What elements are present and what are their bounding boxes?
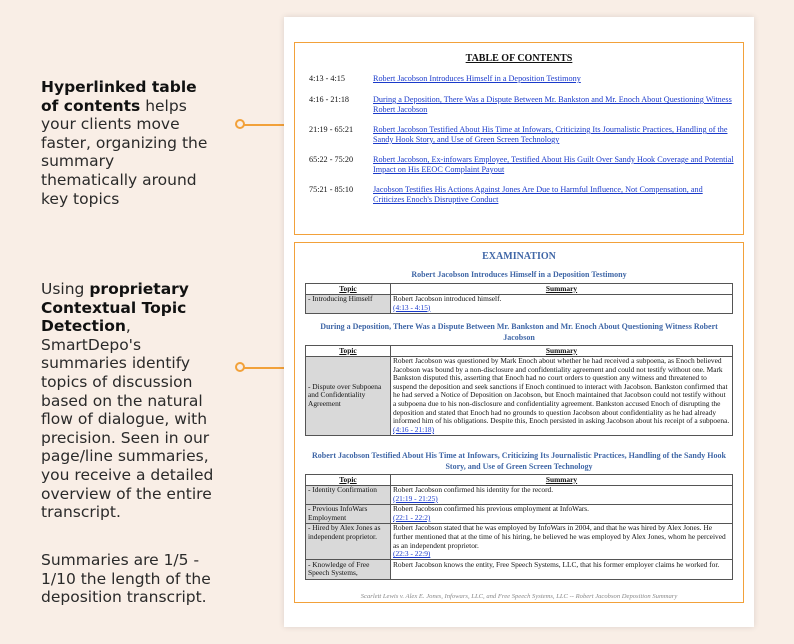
table-row — [306, 504, 733, 523]
table-row — [306, 356, 733, 435]
toc-entry-range: 4:16 - 21:18 — [309, 95, 350, 104]
toc-title: TABLE OF CONTENTS — [465, 53, 573, 64]
page-line-link[interactable]: (22:1 - 22:2) — [393, 512, 431, 522]
topic-callout-pre: Using — [41, 280, 90, 298]
document-footer: Scarlett Lewis v. Alex E. Jones, Infowars, LLC, and Free Speech Systems, LLC -- Robert Jacobson Deposition Summary — [360, 593, 678, 600]
topic-column-header: Topic — [306, 284, 391, 295]
topic-column-header: Topic — [306, 346, 391, 357]
topic-cell: - Dispute over Subpoena and Confidentiality Agreement — [306, 356, 391, 435]
topic-cell: - Previous InfoWars Employment — [306, 504, 391, 523]
toc-entry-link[interactable]: Jacobson Testifies His Actions Against Jones Are Due to Harmful Influence, Not Compensation, and Criticizes Enoch's Disruptive Conduct — [373, 185, 703, 204]
summary-cell — [391, 485, 733, 504]
topic-callout-bold: proprietary Contextual Topic Detection — [41, 280, 189, 336]
toc-connector-dot — [235, 119, 245, 129]
summary-text: Robert Jacobson confirmed his identity for the record. — [393, 485, 554, 495]
page-line-link[interactable]: (4:13 - 4:15) — [393, 302, 431, 312]
topic-cell: - Hired by Alex Jones as independent proprietor. — [306, 523, 391, 559]
table-row — [306, 485, 733, 504]
page-line-link[interactable]: (22:3 - 22:9) — [393, 549, 431, 559]
topic-cell: - Introducing Himself — [306, 294, 391, 313]
summary-cell — [391, 523, 733, 559]
topic-cell: - Identity Confirmation — [306, 485, 391, 504]
section-title: Robert Jacobson Introduces Himself in a Deposition Testimony — [411, 270, 627, 279]
toc-entry-range: 75:21 - 85:10 — [309, 185, 354, 194]
table-header-row — [306, 475, 733, 486]
summary-text: Robert Jacobson introduced himself. — [393, 294, 502, 304]
summary-column-header: Summary — [391, 346, 733, 357]
summary-text: Robert Jacobson was questioned by Mark Enoch about whether he had received a subpoena, as Enoch believed Jacobson was bound by a non-disclosure and confidentiality agreement and could not testify without one. Mark Bankston disputed this, asserting that Enoch had no court orders to question any witness and threatened to suspend the deposition and seek sanctions if Enoch continued to interact with Jacobson. Bankston confirmed that he had served a Notice of Deposition on Jacobson, but Enoch maintained that Jacobson could not testify without a subpoena due to his non-disclosure and confidentiality agreement. Bankston accused Enoch of disrupting the deposition and stated that Enoch had no grounds to question Jacobson about confidentiality as he had already informed him of his obligations. Despite this, Enoch persisted in asking Jacobson about his receipt of a subpoena. — [393, 356, 730, 426]
topic-cell: - Knowledge of Free Speech Systems, — [306, 560, 391, 579]
table-header-row — [306, 284, 733, 295]
table-row — [306, 560, 733, 579]
summary-table — [305, 474, 733, 580]
exam-connector-dot — [235, 362, 245, 372]
toc-callout — [41, 78, 211, 208]
summary-text: Robert Jacobson confirmed his previous employment at InfoWars. — [393, 504, 590, 514]
toc-entry-link[interactable]: Robert Jacobson Introduces Himself in a Deposition Testimony — [373, 74, 581, 83]
summary-cell — [391, 294, 733, 313]
toc-entry-range: 4:13 - 4:15 — [309, 74, 345, 83]
toc-entry-link[interactable]: Robert Jacobson Testified About His Time at Infowars, Criticizing Its Journalistic Practices, Handling of the Sandy Hook Story, and Use of Green Screen Technology — [373, 125, 728, 144]
toc-callout-bold: Hyperlinked table of contents — [41, 78, 197, 115]
examination-section — [294, 242, 744, 603]
toc-entry-range: 65:22 - 75:20 — [309, 155, 354, 164]
summary-cell — [391, 504, 733, 523]
summary-column-header: Summary — [391, 284, 733, 295]
table-of-contents — [294, 42, 744, 235]
summary-table — [305, 345, 733, 436]
page-line-link[interactable]: (4:16 - 21:18) — [393, 424, 435, 434]
summary-text: Robert Jacobson stated that he was employed by InfoWars in 2004, and that he was hired by Alex Jones. He further mentioned that at the time of his hiring, he believed he was employed by Alex Jones, whom he perceived as an independent proprietor. — [393, 523, 726, 550]
summary-cell — [391, 560, 733, 579]
summary-column-header: Summary — [391, 475, 733, 486]
length-callout: Summaries are 1/5 - 1/10 the length of the deposition transcript. — [41, 551, 211, 607]
topic-column-header: Topic — [306, 475, 391, 486]
toc-entry-range: 21:19 - 65:21 — [309, 125, 354, 134]
table-row — [306, 294, 733, 313]
summary-cell — [391, 356, 733, 435]
table-row — [306, 523, 733, 559]
toc-entry-link[interactable]: Robert Jacobson, Ex-infowars Employee, Testified About His Guilt Over Sandy Hook Coverage and Potential Impact on His EEOC Complaint Payout — [373, 155, 734, 174]
examination-title: EXAMINATION — [482, 251, 556, 262]
summary-table — [305, 283, 733, 314]
section-title: During a Deposition, There Was a Dispute Between Mr. Bankston and Mr. Enoch About Questioning Witness Robert Jacobson — [320, 322, 718, 342]
summary-text: Robert Jacobson knows the entity, Free Speech Systems, LLC, that his former employer claims he worked for. — [393, 559, 720, 569]
toc-callout-text: helps your clients move faster, organizing the summary thematically around key topics — [41, 96, 208, 208]
table-header-row — [306, 346, 733, 357]
page-line-link[interactable]: (21:19 - 21:25) — [393, 493, 438, 503]
topic-callout-text: , SmartDepo's summaries identify topics of discussion based on the natural flow of dialogue, with precision. Seen in our page/line summaries, you receive a detailed overview of the entire transcript. — [41, 317, 214, 522]
topic-callout — [41, 280, 231, 522]
toc-entry-link[interactable]: During a Deposition, There Was a Dispute Between Mr. Bankston and Mr. Enoch About Questioning Witness Robert Jacobson — [373, 95, 732, 114]
section-title: Robert Jacobson Testified About His Time at Infowars, Criticizing Its Journalistic Practices, Handling of the Sandy Hook Story, and Use of Green Screen Technology — [312, 451, 726, 471]
